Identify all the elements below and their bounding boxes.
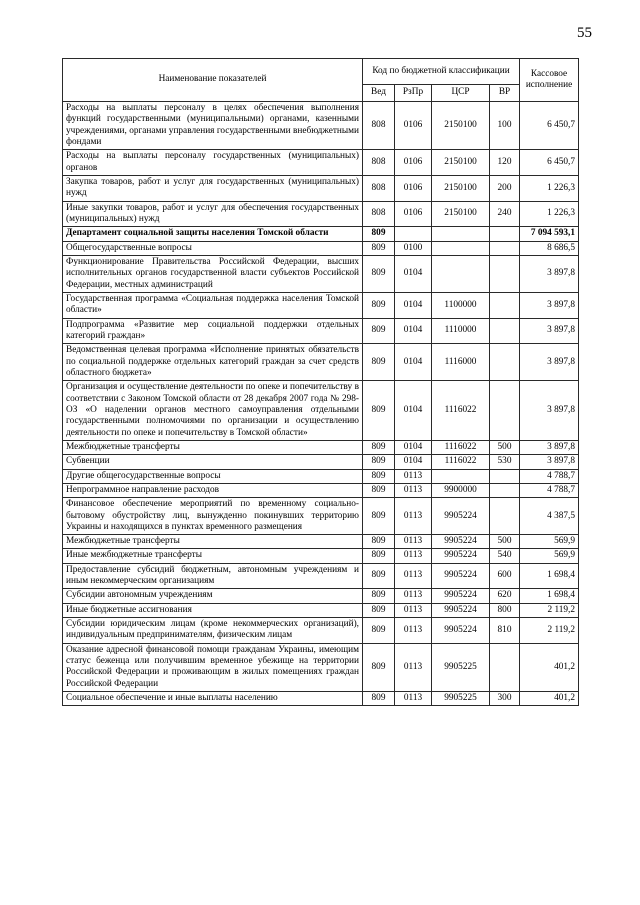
cell-cash-execution: 1 226,3 xyxy=(520,175,579,201)
table-header xyxy=(63,59,579,102)
cell-ved: 808 xyxy=(363,102,395,150)
cell-rzpr: 0113 xyxy=(395,643,432,691)
cell-cash-execution: 2 119,2 xyxy=(520,618,579,644)
cell-indicator-name: Финансовое обеспечение мероприятий по временному социально-бытовому обустройству лиц, вынужденно покинувших территорию Украины и находящихся в пунктах временного размещения xyxy=(63,498,363,535)
table-row xyxy=(63,643,579,691)
cell-ved: 809 xyxy=(363,603,395,617)
cell-csr: 9905224 xyxy=(432,618,490,644)
cell-indicator-name: Расходы на выплаты персоналу в целях обеспечения выполнения функций государственными (муниципальными) органами, казенными учреждениями, органами управления государственными внебюджетными фондами xyxy=(63,102,363,150)
cell-ved: 809 xyxy=(363,381,395,441)
cell-csr: 9905224 xyxy=(432,535,490,549)
table-row xyxy=(63,469,579,483)
cell-vr xyxy=(490,241,520,255)
cell-ved: 809 xyxy=(363,535,395,549)
cell-csr: 1116022 xyxy=(432,440,490,454)
cell-cash-execution: 4 387,5 xyxy=(520,498,579,535)
cell-rzpr: 0113 xyxy=(395,563,432,589)
cell-cash-execution: 3 897,8 xyxy=(520,318,579,344)
cell-rzpr: 0106 xyxy=(395,102,432,150)
cell-rzpr: 0113 xyxy=(395,589,432,603)
cell-rzpr: 0113 xyxy=(395,469,432,483)
cell-csr: 2150100 xyxy=(432,150,490,176)
cell-cash-execution: 7 094 593,1 xyxy=(520,227,579,241)
cell-cash-execution: 3 897,8 xyxy=(520,255,579,292)
cell-ved: 809 xyxy=(363,469,395,483)
table-row xyxy=(63,175,579,201)
cell-vr xyxy=(490,381,520,441)
column-header-vr: ВР xyxy=(490,85,520,102)
cell-rzpr: 0106 xyxy=(395,175,432,201)
cell-rzpr: 0113 xyxy=(395,618,432,644)
cell-cash-execution: 8 686,5 xyxy=(520,241,579,255)
cell-ved: 809 xyxy=(363,549,395,563)
table-row xyxy=(63,102,579,150)
cell-vr xyxy=(490,643,520,691)
table-row xyxy=(63,455,579,469)
cell-csr: 9905225 xyxy=(432,643,490,691)
cell-csr: 2150100 xyxy=(432,201,490,227)
cell-cash-execution: 569,9 xyxy=(520,535,579,549)
cell-vr: 120 xyxy=(490,150,520,176)
cell-indicator-name: Закупка товаров, работ и услуг для государственных (муниципальных) нужд xyxy=(63,175,363,201)
cell-csr xyxy=(432,469,490,483)
table-body xyxy=(63,102,579,706)
cell-cash-execution: 3 897,8 xyxy=(520,381,579,441)
cell-cash-execution: 4 788,7 xyxy=(520,483,579,497)
cell-indicator-name: Другие общегосударственные вопросы xyxy=(63,469,363,483)
table-row xyxy=(63,549,579,563)
cell-cash-execution: 2 119,2 xyxy=(520,603,579,617)
cell-vr xyxy=(490,498,520,535)
cell-ved: 808 xyxy=(363,175,395,201)
cell-indicator-name: Иные закупки товаров, работ и услуг для обеспечения государственных (муниципальных) нужд xyxy=(63,201,363,227)
cell-vr xyxy=(490,318,520,344)
table-row xyxy=(63,381,579,441)
cell-vr xyxy=(490,483,520,497)
cell-ved: 808 xyxy=(363,150,395,176)
cell-rzpr: 0104 xyxy=(395,292,432,318)
cell-indicator-name: Департамент социальной защиты населения Томской области xyxy=(63,227,363,241)
cell-csr xyxy=(432,241,490,255)
cell-vr xyxy=(490,292,520,318)
cell-vr: 500 xyxy=(490,440,520,454)
cell-vr xyxy=(490,344,520,381)
cell-indicator-name: Организация и осуществление деятельности по опеке и попечительству в соответствии с Законом Томской области от 28 декабря 2007 года № 298-ОЗ «О наделении органов местного самоуправления отдельными государственными полномочиями по организации и осуществлению деятельности по опеке и попечительству в Томской области» xyxy=(63,381,363,441)
cell-indicator-name: Непрограммное направление расходов xyxy=(63,483,363,497)
cell-cash-execution: 401,2 xyxy=(520,692,579,706)
cell-rzpr: 0104 xyxy=(395,455,432,469)
cell-vr: 530 xyxy=(490,455,520,469)
cell-indicator-name: Иные бюджетные ассигнования xyxy=(63,603,363,617)
cell-indicator-name: Субсидии автономным учреждениям xyxy=(63,589,363,603)
table-row xyxy=(63,563,579,589)
cell-ved: 809 xyxy=(363,440,395,454)
table-row xyxy=(63,692,579,706)
cell-vr: 620 xyxy=(490,589,520,603)
budget-table-container xyxy=(62,58,578,706)
cell-ved: 809 xyxy=(363,455,395,469)
cell-indicator-name: Субвенции xyxy=(63,455,363,469)
cell-indicator-name: Оказание адресной финансовой помощи гражданам Украины, имеющим статус беженца или получившим временное убежище на территории Российской Федерации и проживающим в жилых помещениях граждан Российской Федерации xyxy=(63,643,363,691)
cell-csr: 9905225 xyxy=(432,692,490,706)
cell-vr: 600 xyxy=(490,563,520,589)
budget-table xyxy=(62,58,579,706)
cell-ved: 809 xyxy=(363,292,395,318)
cell-csr: 1116022 xyxy=(432,455,490,469)
cell-rzpr: 0113 xyxy=(395,692,432,706)
cell-ved: 809 xyxy=(363,692,395,706)
cell-csr: 1110000 xyxy=(432,318,490,344)
cell-csr xyxy=(432,227,490,241)
cell-cash-execution: 1 698,4 xyxy=(520,563,579,589)
cell-csr: 1116022 xyxy=(432,381,490,441)
cell-ved: 809 xyxy=(363,589,395,603)
cell-vr: 540 xyxy=(490,549,520,563)
cell-rzpr: 0113 xyxy=(395,603,432,617)
cell-cash-execution: 569,9 xyxy=(520,549,579,563)
table-row xyxy=(63,618,579,644)
cell-indicator-name: Подпрограмма «Развитие мер социальной поддержки отдельных категорий граждан» xyxy=(63,318,363,344)
cell-ved: 809 xyxy=(363,241,395,255)
cell-rzpr: 0113 xyxy=(395,483,432,497)
cell-indicator-name: Функционирование Правительства Российской Федерации, высших исполнительных органов государственной власти субъектов Российской Федерации, местных администраций xyxy=(63,255,363,292)
cell-cash-execution: 6 450,7 xyxy=(520,102,579,150)
cell-ved: 809 xyxy=(363,227,395,241)
cell-indicator-name: Социальное обеспечение и иные выплаты населению xyxy=(63,692,363,706)
cell-ved: 809 xyxy=(363,643,395,691)
table-row xyxy=(63,589,579,603)
cell-rzpr: 0113 xyxy=(395,498,432,535)
cell-csr xyxy=(432,255,490,292)
cell-indicator-name: Межбюджетные трансферты xyxy=(63,535,363,549)
cell-rzpr: 0113 xyxy=(395,535,432,549)
cell-rzpr: 0104 xyxy=(395,255,432,292)
cell-indicator-name: Ведомственная целевая программа «Исполнение принятых обязательств по социальной поддержке отдельных категорий граждан за счет средств областного бюджета» xyxy=(63,344,363,381)
column-header-name: Наименование показателей xyxy=(63,59,363,102)
cell-ved: 808 xyxy=(363,201,395,227)
cell-ved: 809 xyxy=(363,344,395,381)
cell-ved: 809 xyxy=(363,563,395,589)
cell-rzpr: 0106 xyxy=(395,150,432,176)
cell-cash-execution: 3 897,8 xyxy=(520,344,579,381)
table-row xyxy=(63,440,579,454)
cell-indicator-name: Субсидии юридическим лицам (кроме некоммерческих организаций), индивидуальным предпринимателям, физическим лицам xyxy=(63,618,363,644)
cell-rzpr: 0104 xyxy=(395,344,432,381)
cell-csr: 1100000 xyxy=(432,292,490,318)
cell-cash-execution: 1 698,4 xyxy=(520,589,579,603)
cell-indicator-name: Общегосударственные вопросы xyxy=(63,241,363,255)
table-header-row-group xyxy=(63,59,579,85)
cell-rzpr xyxy=(395,227,432,241)
cell-rzpr: 0100 xyxy=(395,241,432,255)
cell-ved: 809 xyxy=(363,318,395,344)
table-row xyxy=(63,201,579,227)
cell-indicator-name: Расходы на выплаты персоналу государственных (муниципальных) органов xyxy=(63,150,363,176)
table-row xyxy=(63,344,579,381)
column-header-cash: Кассовое исполнение xyxy=(520,59,579,102)
column-header-rzpr: РзПр xyxy=(395,85,432,102)
cell-cash-execution: 4 788,7 xyxy=(520,469,579,483)
cell-vr xyxy=(490,255,520,292)
cell-csr: 2150100 xyxy=(432,102,490,150)
cell-vr: 810 xyxy=(490,618,520,644)
table-row xyxy=(63,150,579,176)
table-row xyxy=(63,318,579,344)
cell-cash-execution: 3 897,8 xyxy=(520,440,579,454)
cell-csr: 9905224 xyxy=(432,603,490,617)
cell-rzpr: 0104 xyxy=(395,318,432,344)
cell-rzpr: 0113 xyxy=(395,549,432,563)
cell-cash-execution: 6 450,7 xyxy=(520,150,579,176)
cell-indicator-name: Межбюджетные трансферты xyxy=(63,440,363,454)
cell-csr: 1116000 xyxy=(432,344,490,381)
cell-vr: 100 xyxy=(490,102,520,150)
cell-indicator-name: Иные межбюджетные трансферты xyxy=(63,549,363,563)
table-row xyxy=(63,483,579,497)
cell-csr: 9905224 xyxy=(432,563,490,589)
table-row xyxy=(63,292,579,318)
cell-csr: 9905224 xyxy=(432,498,490,535)
column-header-csr: ЦСР xyxy=(432,85,490,102)
page-number: 55 xyxy=(577,25,592,41)
cell-vr xyxy=(490,469,520,483)
cell-cash-execution: 3 897,8 xyxy=(520,455,579,469)
cell-vr xyxy=(490,227,520,241)
column-header-ved: Вед xyxy=(363,85,395,102)
cell-csr: 2150100 xyxy=(432,175,490,201)
cell-cash-execution: 1 226,3 xyxy=(520,201,579,227)
cell-rzpr: 0104 xyxy=(395,440,432,454)
cell-vr: 200 xyxy=(490,175,520,201)
cell-vr: 240 xyxy=(490,201,520,227)
cell-vr: 800 xyxy=(490,603,520,617)
table-row xyxy=(63,227,579,241)
cell-cash-execution: 3 897,8 xyxy=(520,292,579,318)
table-row xyxy=(63,603,579,617)
cell-rzpr: 0106 xyxy=(395,201,432,227)
cell-cash-execution: 401,2 xyxy=(520,643,579,691)
cell-csr: 9905224 xyxy=(432,589,490,603)
cell-csr: 9900000 xyxy=(432,483,490,497)
cell-indicator-name: Государственная программа «Социальная поддержка населения Томской области» xyxy=(63,292,363,318)
cell-indicator-name: Предоставление субсидий бюджетным, автономным учреждениям и иным некоммерческим организациям xyxy=(63,563,363,589)
cell-ved: 809 xyxy=(363,618,395,644)
cell-ved: 809 xyxy=(363,255,395,292)
cell-vr: 300 xyxy=(490,692,520,706)
column-header-code-group: Код по бюджетной классификации xyxy=(363,59,520,85)
table-row xyxy=(63,241,579,255)
table-row xyxy=(63,498,579,535)
cell-rzpr: 0104 xyxy=(395,381,432,441)
cell-ved: 809 xyxy=(363,498,395,535)
cell-csr: 9905224 xyxy=(432,549,490,563)
cell-vr: 500 xyxy=(490,535,520,549)
table-row xyxy=(63,535,579,549)
cell-ved: 809 xyxy=(363,483,395,497)
table-row xyxy=(63,255,579,292)
